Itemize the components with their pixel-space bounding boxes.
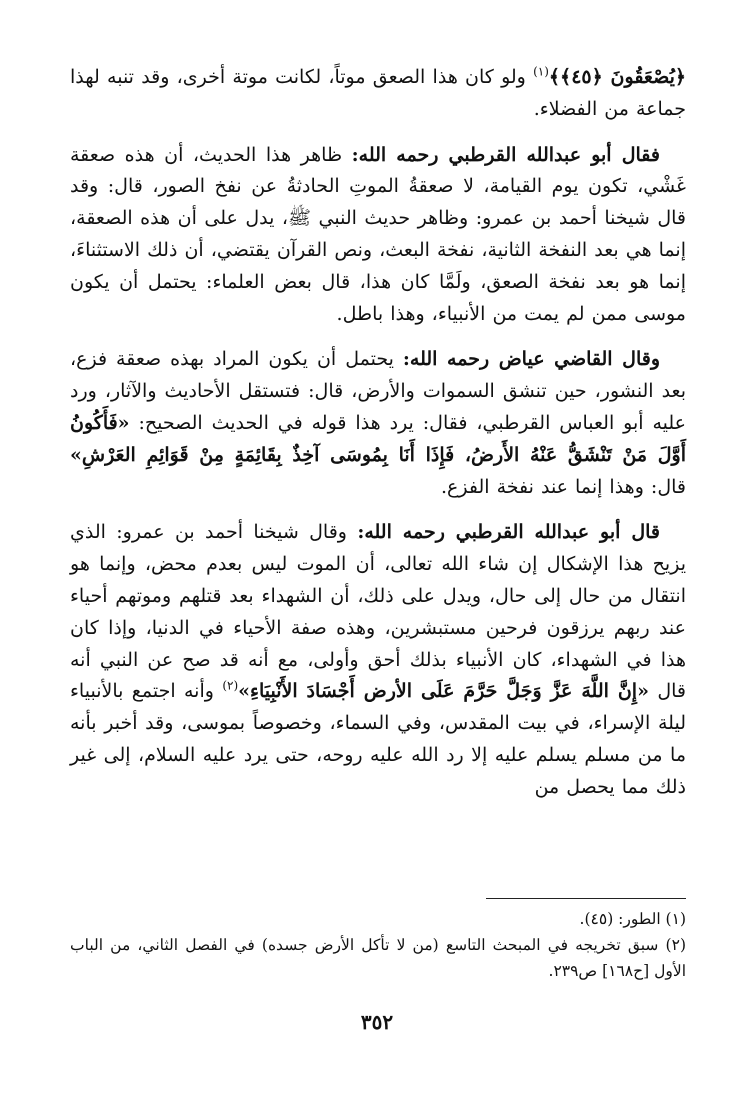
footnote-separator-wrap xyxy=(70,898,686,899)
paragraph-text: يحتمل أن يكون المراد بهذه صعقة فزع، بعد النشور، حين تنشق السموات والأرض، قال: فتستقل الأحاديث والآثار، ورد عليه أبو العباس القرطبي، فقال: يرد هذا قوله في الحديث الصحيح: xyxy=(70,348,686,434)
footnote-separator xyxy=(486,898,686,899)
paragraph-text: وأنه اجتمع بالأنبياء ليلة الإسراء، في بيت المقدس، وفي السماء، وخصوصاً بموسى، وقد أخبر بأنه ما من مسلم يسلم عليه إلا رد الله عليه روحه، حتى يرد عليه السلام، إلى غير ذلك مما يحصل من xyxy=(70,680,686,798)
body-text xyxy=(70,62,686,804)
paragraph-lead: فقال أبو عبدالله القرطبي رحمه الله: xyxy=(351,143,660,166)
footnote-2: (٢) سبق تخريجه في المبحث التاسع (من لا تأكل الأرض جسده) في الفصل الثاني، من الباب الأول [ح١٦٨] ص٢٣٩. xyxy=(70,936,686,980)
paragraph-3 xyxy=(70,344,686,503)
paragraph-lead: وقال القاضي عياض رحمه الله: xyxy=(402,348,660,371)
paragraph-4 xyxy=(70,517,686,803)
quoted-text: «إِنَّ اللَّهَ عَزَّ وَجَلَّ حَرَّمَ عَلَى الأرض أَجْسَادَ الأَنْبِيَاءِ» xyxy=(238,680,649,703)
paragraph-text: قال: وهذا إنما عند نفخة الفزع. xyxy=(441,475,686,498)
footnote-reference: (١) xyxy=(533,64,549,79)
paragraph-text: ظاهر هذا الحديث، أن هذه صعقة غَشْي، تكون يوم القيامة، لا صعقةُ الموتِ الحادثةُ عن نفخ الصور، قال: وقد قال شيخنا أحمد بن عمرو: وظاهر حديث النبي ﷺ، يدل على أن هذه الصعقة، إنما هي بعد النفخة الثانية، نفخة البعث، ونص القرآن يقتضي، أن ذلك الاستثناءَ، إنما هو بعد نفخة الصعق، ولَمَّا كان هذا، قال بعض العلماء: يحتمل أن يكون موسى ممن لم يمت من الأنبياء، وهذا باطل. xyxy=(70,143,686,325)
footnotes xyxy=(70,906,686,984)
paragraph-text: ولو كان هذا الصعق موتاً، لكانت موتة أخرى، وقد تنبه لهذا جماعة من الفضلاء. xyxy=(70,66,686,120)
page-number: ٣٥٢ xyxy=(360,1010,394,1034)
paragraph-text: وقال شيخنا أحمد بن عمرو: الذي يزيح هذا الإشكال إن شاء الله تعالى، أن الموت ليس بعدم محض، وإنما هو انتقال من حال إلى حال، ويدل على ذلك، أن الشهداء بعد قتلهم وموتهم أحياء عند ربهم يرزقون فرحين مستبشرين، وهذه صفة الأحياء في الدنيا، وإذا كان هذا في الشهداء، كان الأنبياء بذلك أحق وأولى، مع أنه قد صح عن النبي أنه قال xyxy=(70,521,687,703)
paragraph-1 xyxy=(70,62,686,126)
paragraph-2 xyxy=(70,140,686,331)
footnote-1: (١) الطور: (٤٥). xyxy=(579,910,686,928)
paragraph-lead: قال أبو عبدالله القرطبي رحمه الله: xyxy=(357,521,660,544)
quoted-text: ﴿يُصْعَقُونَ ﴿٤٥﴾﴾ xyxy=(548,66,686,88)
footnote-reference: (٢) xyxy=(222,679,239,694)
quoted-text: «فَأَكُونُ أَوَّلَ مَنْ تَنْشَقُّ عَنْهُ الأَرضُ، فَإِذَا أَنَا بِمُوسَى آخِذٌ بِقَائِمَةٍ مِنْ قَوَائِمِ العَرْشِ» xyxy=(70,411,686,466)
